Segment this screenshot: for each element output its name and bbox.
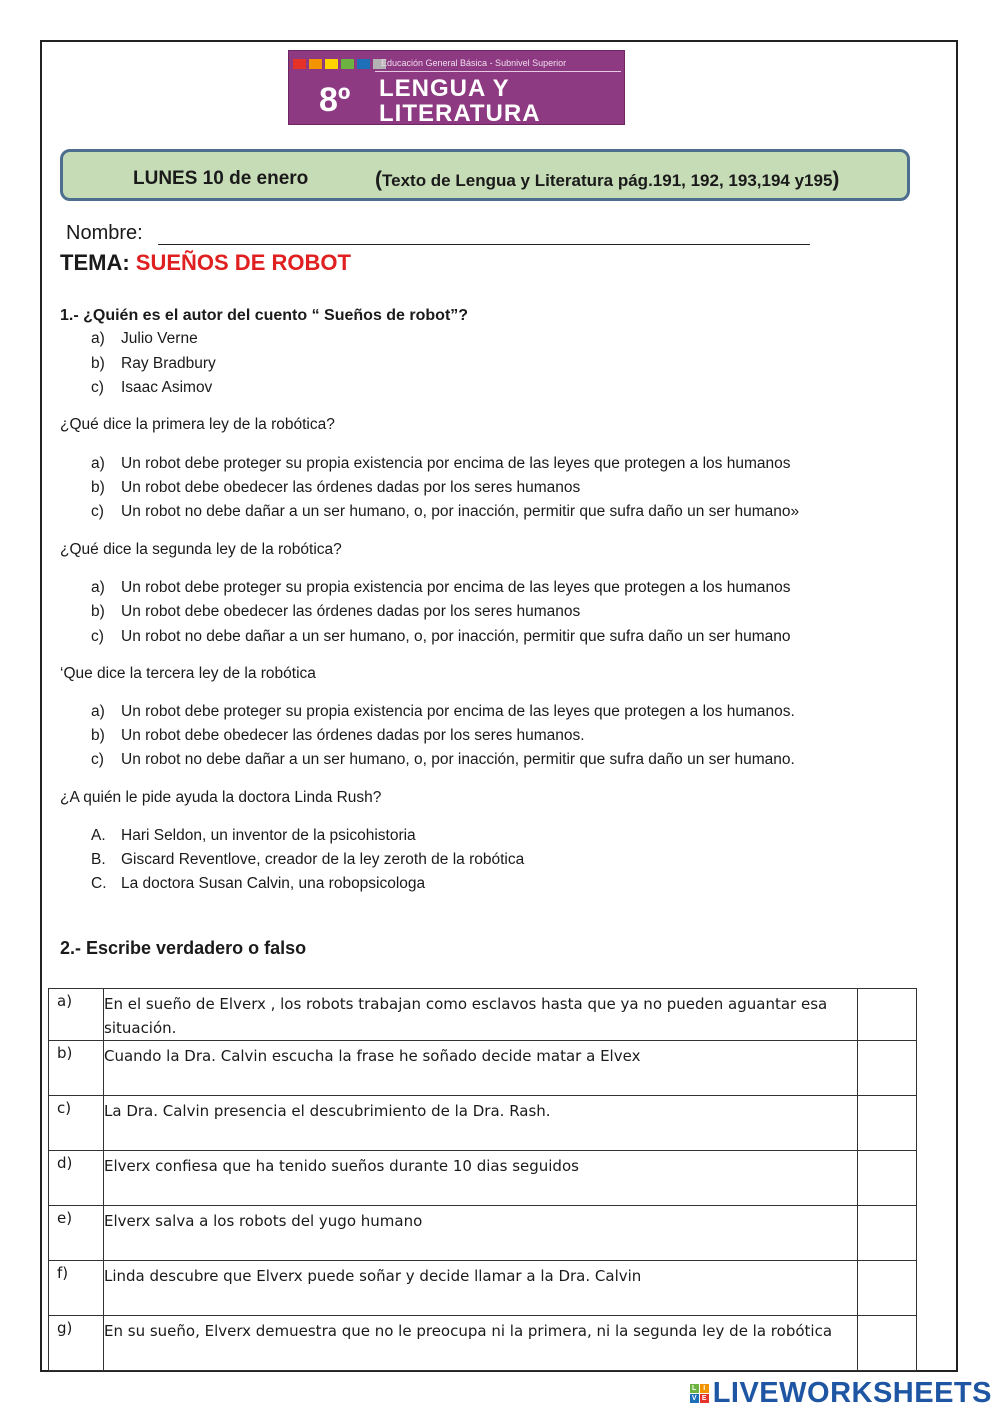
section-2-title: 2.- Escribe verdadero o falso — [60, 938, 307, 958]
option-label: b) — [91, 479, 105, 496]
answer-cell[interactable] — [858, 1096, 917, 1151]
date-reference — [375, 168, 839, 192]
option-q5-b[interactable] — [91, 851, 524, 869]
banner-subtitle: Educación General Básica - Subnivel Superior — [381, 58, 567, 68]
liveworksheets-brand: LIVEWORKSHEETS — [712, 1377, 992, 1409]
option-text: Hari Seldon, un inventor de la psicohistoria — [121, 827, 416, 844]
option-label: c) — [91, 379, 104, 396]
square-green — [341, 59, 354, 69]
square-yellow — [325, 59, 338, 69]
row-label: a) — [49, 989, 104, 1041]
banner-title-line2: LITERATURA — [379, 100, 541, 127]
logo-tile: I — [700, 1384, 709, 1393]
row-statement: Linda descubre que Elverx puede soñar y decide llamar a la Dra. Calvin — [104, 1261, 858, 1316]
table-row — [49, 1096, 917, 1151]
option-text: Un robot no debe dañar a un ser humano, o, por inacción, permitir que sufra daño un ser humano — [121, 628, 791, 645]
subject-banner — [288, 50, 625, 125]
question-4: ‘Que dice la tercera ley de la robótica — [60, 665, 316, 682]
row-label: e) — [49, 1206, 104, 1261]
banner-grade: 8º — [319, 81, 351, 119]
square-red — [293, 59, 306, 69]
square-orange — [309, 59, 322, 69]
row-label: b) — [49, 1041, 104, 1096]
answer-cell[interactable] — [858, 989, 917, 1041]
option-q4-b[interactable] — [91, 727, 585, 745]
liveworksheets-logo-icon — [690, 1384, 709, 1403]
true-false-table — [48, 988, 917, 1371]
option-q3-a[interactable] — [91, 579, 791, 597]
option-q5-a[interactable] — [91, 827, 416, 845]
date-box — [60, 149, 910, 201]
tema-label: TEMA: — [60, 250, 130, 275]
option-q2-b[interactable] — [91, 479, 580, 497]
banner-title-line1: LENGUA Y — [379, 75, 510, 102]
ref-close-paren: ) — [832, 168, 840, 191]
option-text: La doctora Susan Calvin, una robopsicologa — [121, 875, 426, 892]
option-text: Julio Verne — [121, 330, 198, 347]
logo-tile: V — [690, 1394, 699, 1403]
option-text: Un robot no debe dañar a un ser humano, o, por inacción, permitir que sufra daño un ser humano. — [121, 751, 795, 768]
logo-tile: E — [700, 1394, 709, 1403]
option-text: Ray Bradbury — [121, 355, 216, 372]
option-label: a) — [91, 703, 105, 720]
answer-cell[interactable] — [858, 1151, 917, 1206]
question-3: ¿Qué dice la segunda ley de la robótica? — [60, 541, 342, 558]
option-q1-c[interactable] — [91, 379, 212, 397]
banner-divider — [375, 71, 621, 72]
ref-open-paren: ( — [375, 168, 382, 191]
option-label: c) — [91, 628, 104, 645]
option-text: Un robot debe obedecer las órdenes dadas por los seres humanos. — [121, 727, 585, 744]
option-label: C. — [91, 875, 107, 892]
option-q1-a[interactable] — [91, 330, 198, 348]
option-text: Un robot debe proteger su propia existencia por encima de las leyes que protegen a los humanos — [121, 579, 791, 596]
option-text: Un robot debe obedecer las órdenes dadas por los seres humanos — [121, 479, 581, 496]
row-label: d) — [49, 1151, 104, 1206]
option-q2-c[interactable] — [91, 503, 799, 521]
nombre-label: Nombre: — [66, 222, 143, 244]
answer-cell[interactable] — [858, 1261, 917, 1316]
square-blue — [357, 59, 370, 69]
row-statement: Elverx salva a los robots del yugo humano — [104, 1206, 858, 1261]
option-label: b) — [91, 603, 105, 620]
option-label: a) — [91, 455, 105, 472]
option-text: Isaac Asimov — [121, 379, 213, 396]
option-text: Un robot debe obedecer las órdenes dadas por los seres humanos — [121, 603, 581, 620]
question-2: ¿Qué dice la primera ley de la robótica? — [60, 416, 335, 433]
row-statement: La Dra. Calvin presencia el descubrimiento de la Dra. Rash. — [104, 1096, 858, 1151]
option-label: B. — [91, 851, 106, 868]
option-label: b) — [91, 355, 105, 372]
option-text: Giscard Reventlove, creador de la ley zeroth de la robótica — [121, 851, 525, 868]
option-q1-b[interactable] — [91, 355, 216, 373]
row-label: c) — [49, 1096, 104, 1151]
ref-text: Texto de Lengua y Literatura pág.191, 192, 193,194 y195 — [382, 171, 833, 190]
question-1: 1.- ¿Quién es el autor del cuento “ Sueños de robot”? — [60, 307, 469, 324]
table-row — [49, 1261, 917, 1316]
answer-cell[interactable] — [858, 1206, 917, 1261]
nombre-input-line[interactable] — [158, 244, 810, 245]
option-label: a) — [91, 330, 105, 347]
option-q5-c[interactable] — [91, 875, 425, 893]
option-text: Un robot debe proteger su propia existencia por encima de las leyes que protegen a los humanos — [121, 455, 791, 472]
table-row — [49, 1316, 917, 1371]
logo-tile: L — [690, 1384, 699, 1393]
question-5: ¿A quién le pide ayuda la doctora Linda Rush? — [60, 789, 382, 806]
option-label: b) — [91, 727, 105, 744]
date-day: LUNES 10 de enero — [133, 168, 309, 189]
option-text: Un robot debe proteger su propia existencia por encima de las leyes que protegen a los humanos. — [121, 703, 795, 720]
answer-cell[interactable] — [858, 1316, 917, 1371]
option-text: Un robot no debe dañar a un ser humano, o, por inacción, permitir que sufra daño un ser humano» — [121, 503, 800, 520]
row-statement: En su sueño, Elverx demuestra que no le preocupa ni la primera, ni la segunda ley de la robótica — [104, 1316, 858, 1371]
option-q3-c[interactable] — [91, 628, 791, 646]
answer-cell[interactable] — [858, 1041, 917, 1096]
table-row — [49, 989, 917, 1041]
color-squares — [293, 59, 386, 69]
option-label: a) — [91, 579, 105, 596]
option-q4-a[interactable] — [91, 703, 795, 721]
option-label: c) — [91, 503, 104, 520]
tema-heading — [60, 250, 351, 276]
table-row — [49, 1151, 917, 1206]
option-label: A. — [91, 827, 106, 844]
row-statement: Cuando la Dra. Calvin escucha la frase he soñado decide matar a Elvex — [104, 1041, 858, 1096]
row-statement: En el sueño de Elverx , los robots trabajan como esclavos hasta que ya no pueden aguantar esa situación. — [104, 989, 858, 1041]
row-label: g) — [49, 1316, 104, 1371]
option-label: c) — [91, 751, 104, 768]
table-row — [49, 1206, 917, 1261]
row-label: f) — [49, 1261, 104, 1316]
liveworksheets-footer[interactable] — [690, 1377, 992, 1410]
tema-value: SUEÑOS DE ROBOT — [135, 250, 351, 275]
table-row — [49, 1041, 917, 1096]
row-statement: Elverx confiesa que ha tenido sueños durante 10 dias seguidos — [104, 1151, 858, 1206]
option-q3-b[interactable] — [91, 603, 580, 621]
option-q4-c[interactable] — [91, 751, 795, 769]
option-q2-a[interactable] — [91, 455, 791, 473]
